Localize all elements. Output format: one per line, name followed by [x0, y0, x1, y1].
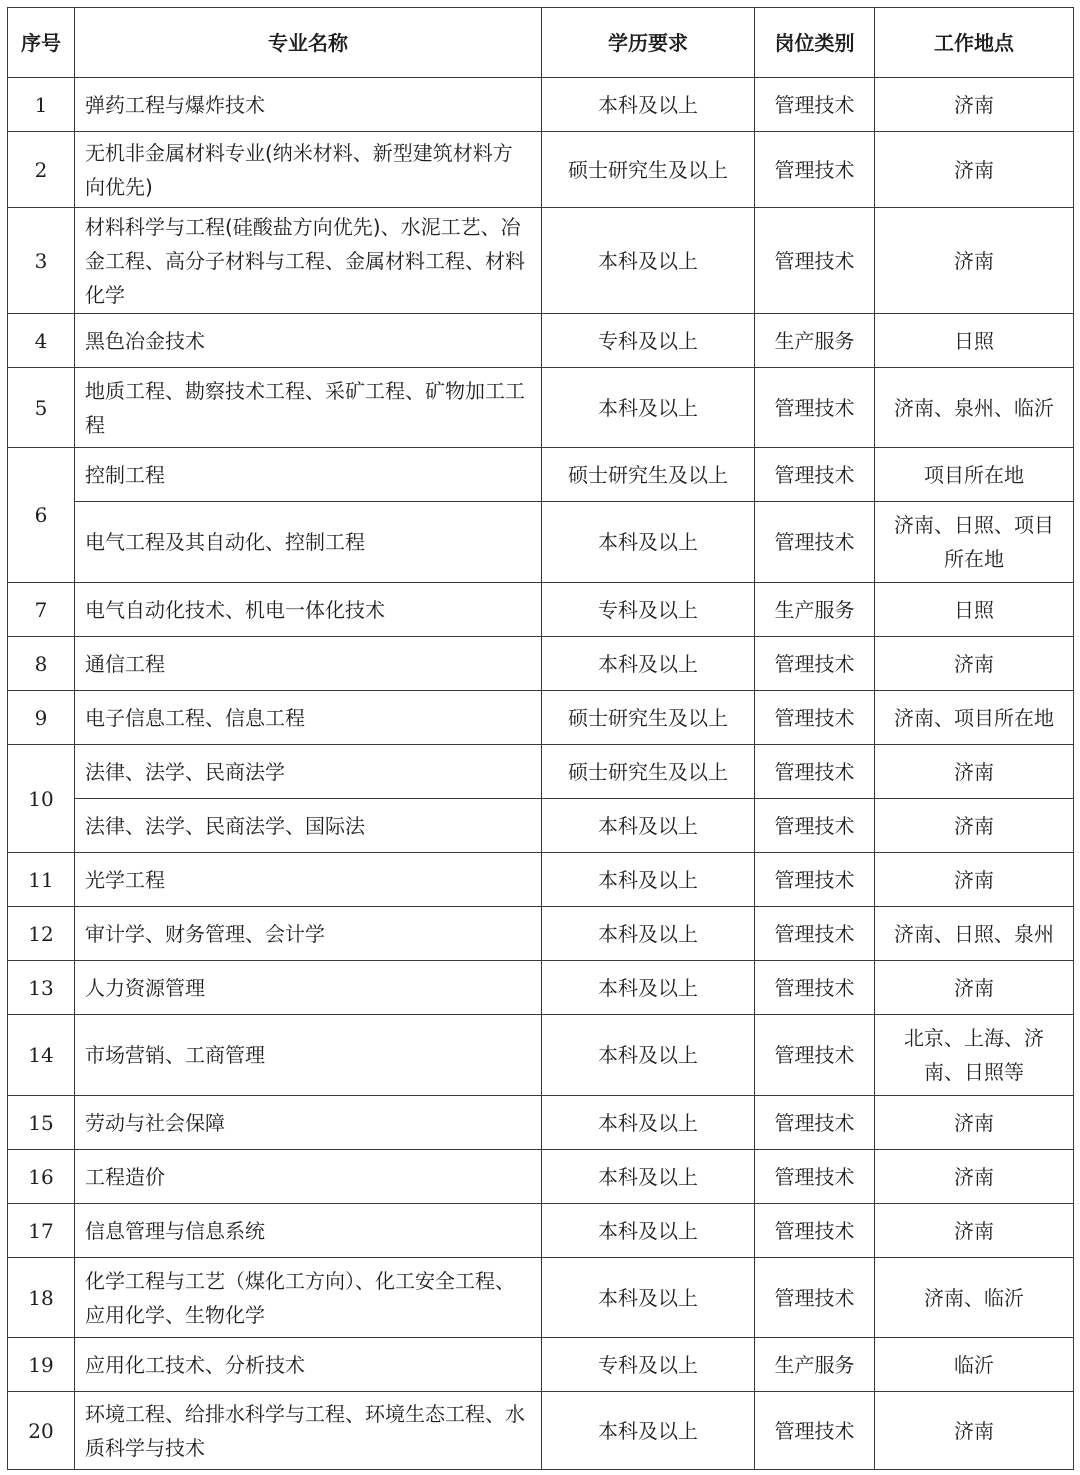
row-location: 济南: [875, 132, 1074, 208]
row-category: 管理技术: [755, 1015, 875, 1096]
row-category: 管理技术: [755, 691, 875, 745]
row-category: 管理技术: [755, 853, 875, 907]
table-row: [8, 1392, 1074, 1470]
row-location: 济南、日照、泉州: [875, 907, 1074, 961]
row-location: 济南: [875, 208, 1074, 314]
row-category: 管理技术: [755, 368, 875, 448]
row-seq: 14: [8, 1015, 75, 1096]
row-seq: 12: [8, 907, 75, 961]
row-major: 应用化工技术、分析技术: [75, 1338, 542, 1392]
row-location: 项目所在地: [875, 448, 1074, 502]
row-education: 硕士研究生及以上: [542, 691, 755, 745]
row-seq: 1: [8, 78, 75, 132]
row-category: 管理技术: [755, 1258, 875, 1338]
row-category: 管理技术: [755, 745, 875, 799]
row-major: 审计学、财务管理、会计学: [75, 907, 542, 961]
row-category: 管理技术: [755, 961, 875, 1015]
table-row: [8, 1258, 1074, 1338]
header-seq: 序号: [8, 8, 75, 78]
row-seq: 3: [8, 208, 75, 314]
row-education: 专科及以上: [542, 314, 755, 368]
row-education: 本科及以上: [542, 1096, 755, 1150]
row-major: 电气工程及其自动化、控制工程: [75, 502, 542, 583]
row-major: 光学工程: [75, 853, 542, 907]
row-location: 济南、泉州、临沂: [875, 368, 1074, 448]
row-major: 环境工程、给排水科学与工程、环境生态工程、水质科学与技术: [75, 1392, 542, 1470]
recruitment-table-container: [7, 7, 1074, 1470]
row-education: 本科及以上: [542, 368, 755, 448]
row-location: 日照: [875, 314, 1074, 368]
row-education: 硕士研究生及以上: [542, 132, 755, 208]
row-location: 济南: [875, 745, 1074, 799]
header-row: [8, 8, 1074, 78]
row-education: 本科及以上: [542, 853, 755, 907]
row-major: 化学工程与工艺（煤化工方向）、化工安全工程、应用化学、生物化学: [75, 1258, 542, 1338]
row-education: 本科及以上: [542, 1392, 755, 1470]
row-major: 法律、法学、民商法学: [75, 745, 542, 799]
row-location: 济南: [875, 799, 1074, 853]
row-education: 硕士研究生及以上: [542, 448, 755, 502]
row-category: 管理技术: [755, 208, 875, 314]
row-seq: 9: [8, 691, 75, 745]
table-row: [8, 745, 1074, 799]
row-location: 济南: [875, 1204, 1074, 1258]
row-major: 法律、法学、民商法学、国际法: [75, 799, 542, 853]
row-major: 信息管理与信息系统: [75, 1204, 542, 1258]
row-category: 生产服务: [755, 1338, 875, 1392]
row-category: 管理技术: [755, 637, 875, 691]
row-category: 管理技术: [755, 448, 875, 502]
row-education: 专科及以上: [542, 583, 755, 637]
row-education: 本科及以上: [542, 208, 755, 314]
row-education: 本科及以上: [542, 1150, 755, 1204]
table-row: [8, 1338, 1074, 1392]
row-location: 临沂: [875, 1338, 1074, 1392]
table-row: [8, 637, 1074, 691]
row-category: 管理技术: [755, 132, 875, 208]
row-seq: 13: [8, 961, 75, 1015]
row-major: 工程造价: [75, 1150, 542, 1204]
row-major: 劳动与社会保障: [75, 1096, 542, 1150]
row-education: 本科及以上: [542, 637, 755, 691]
row-seq: 18: [8, 1258, 75, 1338]
header-major: 专业名称: [75, 8, 542, 78]
row-seq: 16: [8, 1150, 75, 1204]
table-row: [8, 1150, 1074, 1204]
row-major: 电气自动化技术、机电一体化技术: [75, 583, 542, 637]
table-row: [8, 961, 1074, 1015]
row-location: 济南: [875, 78, 1074, 132]
row-seq: 10: [8, 745, 75, 853]
row-education: 本科及以上: [542, 1204, 755, 1258]
row-category: 生产服务: [755, 314, 875, 368]
row-education: 本科及以上: [542, 1015, 755, 1096]
row-major: 市场营销、工商管理: [75, 1015, 542, 1096]
table-row: [8, 691, 1074, 745]
row-category: 生产服务: [755, 583, 875, 637]
row-seq: 17: [8, 1204, 75, 1258]
table-row: [8, 448, 1074, 502]
row-category: 管理技术: [755, 502, 875, 583]
row-education: 本科及以上: [542, 1258, 755, 1338]
row-location: 济南: [875, 853, 1074, 907]
header-education: 学历要求: [542, 8, 755, 78]
row-category: 管理技术: [755, 1150, 875, 1204]
row-seq: 11: [8, 853, 75, 907]
header-category: 岗位类别: [755, 8, 875, 78]
row-major: 通信工程: [75, 637, 542, 691]
table-row: [8, 799, 1074, 853]
row-major: 材料科学与工程(硅酸盐方向优先)、水泥工艺、冶金工程、高分子材料与工程、金属材料工程、材料化学: [75, 208, 542, 314]
table-row: [8, 583, 1074, 637]
row-major: 电子信息工程、信息工程: [75, 691, 542, 745]
table-row: [8, 314, 1074, 368]
table-row: [8, 502, 1074, 583]
row-education: 本科及以上: [542, 502, 755, 583]
table-row: [8, 853, 1074, 907]
row-location: 济南: [875, 961, 1074, 1015]
row-seq: 15: [8, 1096, 75, 1150]
row-location: 济南: [875, 637, 1074, 691]
row-category: 管理技术: [755, 907, 875, 961]
table-row: [8, 907, 1074, 961]
row-major: 地质工程、勘察技术工程、采矿工程、矿物加工工程: [75, 368, 542, 448]
row-category: 管理技术: [755, 1204, 875, 1258]
table-row: [8, 132, 1074, 208]
row-location: 济南: [875, 1392, 1074, 1470]
row-major: 黑色冶金技术: [75, 314, 542, 368]
row-major: 控制工程: [75, 448, 542, 502]
row-location: 北京、上海、济南、日照等: [875, 1015, 1074, 1096]
row-seq: 7: [8, 583, 75, 637]
row-location: 济南: [875, 1150, 1074, 1204]
row-education: 本科及以上: [542, 961, 755, 1015]
row-location: 济南、项目所在地: [875, 691, 1074, 745]
row-education: 硕士研究生及以上: [542, 745, 755, 799]
row-category: 管理技术: [755, 78, 875, 132]
row-seq: 19: [8, 1338, 75, 1392]
row-education: 专科及以上: [542, 1338, 755, 1392]
table-row: [8, 368, 1074, 448]
table-row: [8, 1096, 1074, 1150]
row-category: 管理技术: [755, 1096, 875, 1150]
row-location: 日照: [875, 583, 1074, 637]
row-seq: 4: [8, 314, 75, 368]
table-row: [8, 1204, 1074, 1258]
row-seq: 6: [8, 448, 75, 583]
row-seq: 5: [8, 368, 75, 448]
row-location: 济南: [875, 1096, 1074, 1150]
table-row: [8, 1015, 1074, 1096]
row-seq: 20: [8, 1392, 75, 1470]
header-location: 工作地点: [875, 8, 1074, 78]
row-major: 无机非金属材料专业(纳米材料、新型建筑材料方向优先): [75, 132, 542, 208]
row-seq: 2: [8, 132, 75, 208]
row-category: 管理技术: [755, 1392, 875, 1470]
row-location: 济南、日照、项目所在地: [875, 502, 1074, 583]
table-row: [8, 208, 1074, 314]
row-category: 管理技术: [755, 799, 875, 853]
row-location: 济南、临沂: [875, 1258, 1074, 1338]
table-row: [8, 78, 1074, 132]
row-major: 人力资源管理: [75, 961, 542, 1015]
row-major: 弹药工程与爆炸技术: [75, 78, 542, 132]
row-seq: 8: [8, 637, 75, 691]
row-education: 本科及以上: [542, 799, 755, 853]
recruitment-table: [7, 7, 1074, 1470]
row-education: 本科及以上: [542, 78, 755, 132]
row-education: 本科及以上: [542, 907, 755, 961]
